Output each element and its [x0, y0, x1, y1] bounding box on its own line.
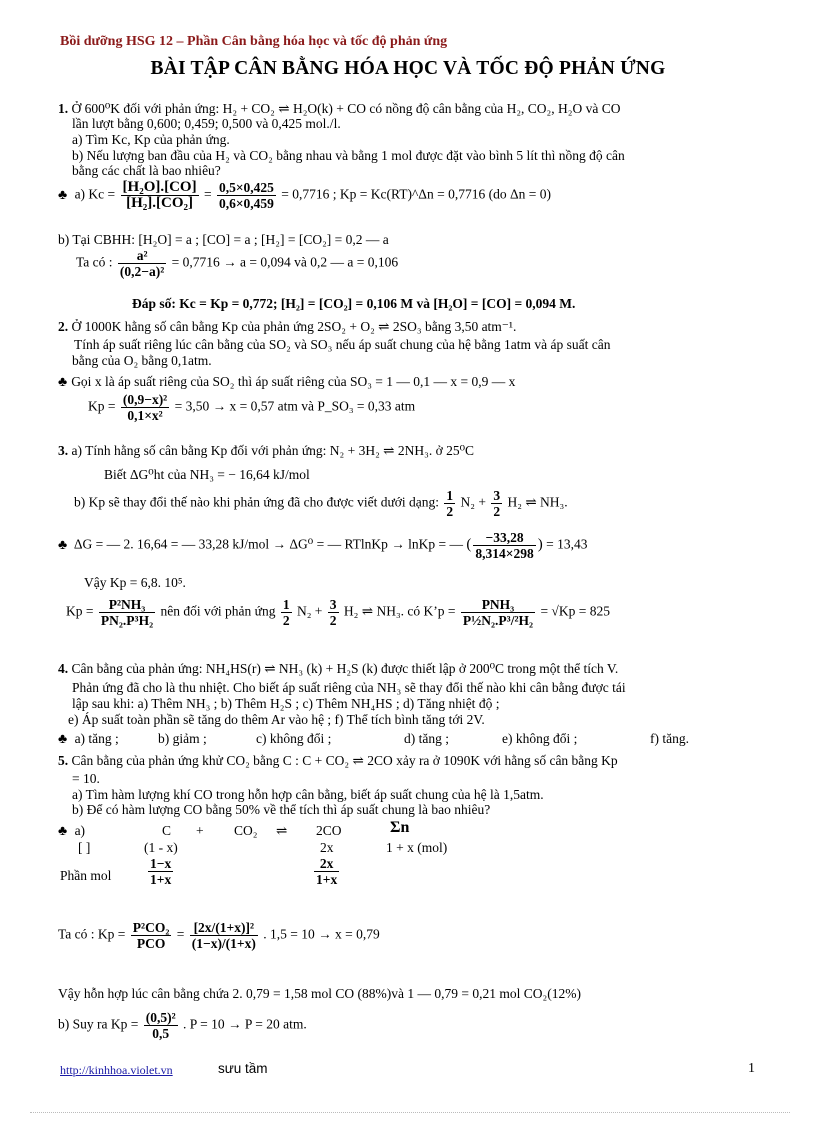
p5-line3: a) Tìm hàm lượng khí CO trong hỗn hợp cân bằng, biết áp suất chung của hệ là 1,5atm.: [72, 787, 544, 802]
p1-solution-b1: b) Tại CBHH: [H₂O] = a ; [CO] = a ; [H₂] = [CO₂] = 0,2 — a: [58, 232, 389, 247]
p3-solution1: ♣ ΔG = — 2. 16,64 = — 33,28 kJ/mol → ΔG⁰ = — RTlnKp → lnKp = — ( $\frac{-33,28}{8,314\times 298}$ ) = 13,43: [58, 530, 588, 561]
p2-line2: Tính áp suất riêng lúc cân bằng của SO₂ và SO₃ nếu áp suất chung của hệ bằng 1atm và áp suất cân: [74, 337, 611, 352]
p5-line4: b) Để có hàm lượng CO bằng 50% về thể tích thì áp suất chung là bao nhiêu?: [72, 802, 491, 817]
p5-solution-b: b) Suy ra Kp = $\frac{\text{(0,5)²}}{0,5}$ . P = 10 → P = 20 atm.: [58, 1010, 307, 1041]
p3-line1: 3. a) Tính hằng số cân bằng Kp đối với phản ứng: N₂ + 3H₂ ⇌ 2NH₃. ở 25⁰C: [58, 443, 475, 458]
source-link[interactable]: http://kinhhoa.violet.vn: [60, 1063, 173, 1077]
p3-solution3: Kp = $\frac{\text{P²NH₃}}{\text{PN₂.P³H₂}}$ nên đối với phản ứng $\frac{1}{2}$ N₂ + $\frac{3}{2}$ H₂ ⇌ NH₃. có K’p = $\frac{\text{PNH₃}}{\text{P½N₂.P³/²H₂}}$ = √Kp = 825: [66, 597, 610, 628]
p2-solution1: ♣ Gọi x là áp suất riêng của SO₂ thì áp suất riêng của SO₃ = 1 — 0,1 — x = 0,9 — x: [58, 374, 516, 390]
p4-line3: lập sau khi: a) Thêm NH₃ ; b) Thêm H₂S ; c) Thêm NH₄HS ; d) Tăng nhiệt độ ;: [72, 696, 500, 711]
p1-answer: Đáp số: Kc = Kp = 0,772; [H₂] = [CO₂] = 0,106 M và [H₂O] = [CO] = 0,094 M.: [132, 296, 576, 311]
p5-solution-a2: Vậy hỗn hợp lúc cân bằng chứa 2. 0,79 = 1,58 mol CO (88%)và 1 — 0,79 = 0,21 mol CO₂(12%): [58, 986, 581, 1001]
p5-line2: = 10.: [72, 771, 100, 786]
p1-line3: a) Tìm Kc, Kp của phản ứng.: [72, 132, 230, 147]
p5-table-row1: ♣ a) C + CO₂ ⇌ 2CO Σn: [58, 819, 410, 839]
p1-line1: 1. Ở 600⁰K đối với phản ứng: H₂ + CO₂ ⇌ H₂O(k) + CO có nồng độ cân bằng của H₂, CO₂, H₂O và CO: [58, 101, 621, 116]
p1-line2: lần lượt bằng 0,600; 0,459; 0,500 và 0,425 mol./l.: [72, 116, 341, 131]
page-header: Bồi dưỡng HSG 12 – Phần Cân bằng hóa học và tốc độ phản ứng: [60, 34, 448, 49]
p3-line3: b) Kp sẽ thay đổi thế nào khi phản ứng đã cho được viết dưới dạng: $\frac{1}{2}$ N₂ + $\frac{3}{2}$ H₂ ⇌ NH₃.: [74, 488, 568, 519]
p2-line1: 2. Ở 1000K hằng số cân bằng Kp của phản ứng 2SO₂ + O₂ ⇌ 2SO₃ bằng 3,50 atm⁻¹.: [58, 319, 517, 334]
source-label: sưu tầm: [218, 1061, 268, 1076]
p1-solution-a: ♣ a) Kc = $\frac{\text{[H₂O].[CO]}}{\text{[H₂].[CO₂]}}$ = $\frac{0,5\times 0,425}{0,6\times 0,459}$ = 0,7716 ; Kp = Kc(RT)^Δn = 0,7716 (do Δn = 0): [58, 179, 551, 211]
page-title: BÀI TẬP CÂN BẰNG HÓA HỌC VÀ TỐC ĐỘ PHẢN ỨNG: [150, 58, 666, 79]
p1-line5: bằng các chất là bao nhiêu?: [72, 163, 221, 178]
club-icon: ♣: [58, 537, 68, 553]
p5-line1: 5. Cân bằng của phản ứng khử CO₂ bằng C : C + CO₂ ⇌ 2CO xảy ra ở 1090K với hằng số cân bằng Kp: [58, 753, 618, 768]
p4-answers: ♣ a) tăng ; b) giảm ; c) không đổi ; d) tăng ; e) không đổi ; f) tăng.: [58, 731, 689, 747]
p1-solution-b2: Ta có : $\frac{\text{a²}}{\text{(0,2−a)²}}$ = 0,7716 → a = 0,094 và 0,2 — a = 0,106: [76, 248, 399, 279]
p1-line4: b) Nếu lượng ban đầu của H₂ và CO₂ bằng nhau và bằng 1 mol được đặt vào bình 5 lít thì nồng độ cân: [72, 148, 625, 163]
club-icon: ♣: [58, 732, 68, 747]
p3-solution2: Vậy Kp = 6,8. 10⁵.: [84, 575, 186, 590]
p4-line2: Phản ứng đã cho là thu nhiệt. Cho biết áp suất riêng của NH₃ sẽ thay đổi thế nào khi cân bằng được tái: [72, 680, 626, 695]
club-icon: ♣: [58, 375, 68, 390]
p2-solution2: Kp = $\frac{\text{(0,9−x)²}}{\text{0,1×x²}}$ = 3,50 → x = 0,57 atm và P_SO₃ = 0,33 atm: [88, 392, 416, 423]
p2-line3: bằng của O₂ bằng 0,1atm.: [72, 353, 212, 368]
page-divider: [30, 1112, 790, 1113]
p4-line1: 4. Cân bằng của phản ứng: NH₄HS(r) ⇌ NH₃ (k) + H₂S (k) được thiết lập ở 200⁰C trong một thể tích V.: [58, 661, 619, 676]
club-icon: ♣: [58, 187, 68, 203]
page-number: 1: [748, 1061, 755, 1076]
p3-line2: Biết ΔG⁰ht của NH₃ = − 16,64 kJ/mol: [104, 467, 310, 482]
p4-line4: e) Áp suất toàn phần sẽ tăng do thêm Ar vào hệ ; f) Thể tích bình tăng tới 2V.: [68, 712, 485, 727]
p5-solution-a: Ta có : Kp = $\frac{\text{P²CO₂}}{\text{PCO}}$ = $\frac{\text{[2x/(1+x)]²}}{(1-x)/(1+x)}$ . 1,5 = 10 → x = 0,79: [58, 920, 380, 951]
club-icon: ♣: [58, 824, 68, 839]
